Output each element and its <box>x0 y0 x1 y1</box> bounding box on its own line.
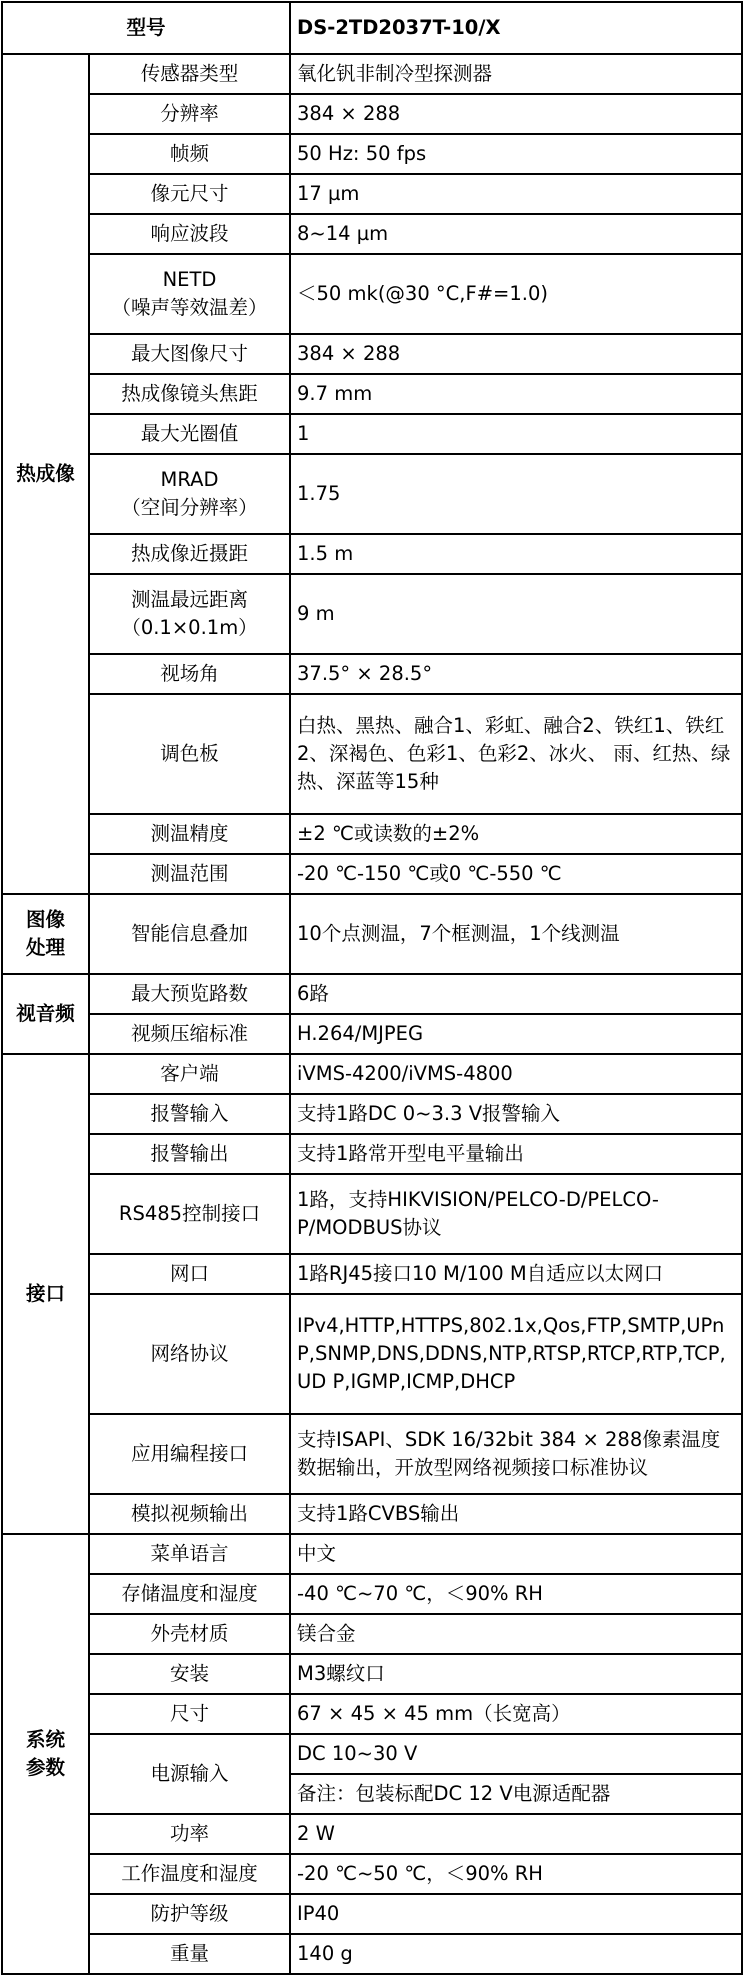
row-value: 384 × 288 <box>290 94 742 134</box>
row-label: 最大预览路数 <box>89 974 290 1014</box>
row-label: 帧频 <box>89 134 290 174</box>
row-label: 视频压缩标准 <box>89 1014 290 1054</box>
row-value: 支持ISAPI、SDK 16/32bit 384 × 288像素温度数据输出，开放型网络视频接口标准协议 <box>290 1414 742 1494</box>
row-label: 分辨率 <box>89 94 290 134</box>
row-label: 调色板 <box>89 694 290 814</box>
row-label: 测温范围 <box>89 854 290 894</box>
row-label: 智能信息叠加 <box>89 894 290 974</box>
row-value: 2 W <box>290 1814 742 1854</box>
row-value: 140 g <box>290 1934 742 1974</box>
table-row <box>2 1534 742 1574</box>
table-row <box>2 414 742 454</box>
row-value: 1路，支持HIKVISION/PELCO-D/PELCO-P/MODBUS协议 <box>290 1174 742 1254</box>
spec-table <box>1 1 743 1975</box>
row-label: 防护等级 <box>89 1894 290 1934</box>
row-value: -40 ℃~70 ℃，＜90% RH <box>290 1574 742 1614</box>
header-row <box>2 2 742 54</box>
row-value: H.264/MJPEG <box>290 1014 742 1054</box>
row-value: 氧化钒非制冷型探测器 <box>290 54 742 94</box>
row-label: 网络协议 <box>89 1294 290 1414</box>
row-label: 热成像近摄距 <box>89 534 290 574</box>
row-value: 8~14 µm <box>290 214 742 254</box>
row-label: 菜单语言 <box>89 1534 290 1574</box>
row-label: 应用编程接口 <box>89 1414 290 1494</box>
table-row <box>2 1814 742 1854</box>
row-label: 尺寸 <box>89 1694 290 1734</box>
row-value: 1 <box>290 414 742 454</box>
row-value: iVMS-4200/iVMS-4800 <box>290 1054 742 1094</box>
table-row <box>2 1574 742 1614</box>
row-label: MRAD （空间分辨率） <box>89 454 290 534</box>
table-row <box>2 1654 742 1694</box>
table-row <box>2 254 742 334</box>
table-row <box>2 854 742 894</box>
row-label: 电源输入 <box>89 1734 290 1814</box>
row-label: 功率 <box>89 1814 290 1854</box>
row-label: 报警输入 <box>89 1094 290 1134</box>
row-value: -20 ℃-150 ℃或0 ℃-550 ℃ <box>290 854 742 894</box>
row-value: 9 m <box>290 574 742 654</box>
category-system: 系统 参数 <box>2 1534 89 1974</box>
table-row <box>2 1014 742 1054</box>
row-note: 备注：包装标配DC 12 V电源适配器 <box>290 1774 742 1814</box>
category-thermal: 热成像 <box>2 54 89 894</box>
table-row <box>2 1094 742 1134</box>
table-row <box>2 974 742 1014</box>
row-label: 最大图像尺寸 <box>89 334 290 374</box>
table-row <box>2 454 742 534</box>
row-label: NETD （噪声等效温差） <box>89 254 290 334</box>
row-value: 9.7 mm <box>290 374 742 414</box>
row-value: 支持1路DC 0~3.3 V报警输入 <box>290 1094 742 1134</box>
table-row <box>2 334 742 374</box>
row-label: 传感器类型 <box>89 54 290 94</box>
category-imaging: 图像 处理 <box>2 894 89 974</box>
row-label: 外壳材质 <box>89 1614 290 1654</box>
table-row <box>2 1894 742 1934</box>
row-label: 存储温度和湿度 <box>89 1574 290 1614</box>
table-row <box>2 1934 742 1974</box>
row-label: 模拟视频输出 <box>89 1494 290 1534</box>
row-value: 50 Hz: 50 fps <box>290 134 742 174</box>
row-label: 报警输出 <box>89 1134 290 1174</box>
row-value: 17 µm <box>290 174 742 214</box>
row-value: 中文 <box>290 1534 742 1574</box>
table-row <box>2 1414 742 1494</box>
row-value: 384 × 288 <box>290 334 742 374</box>
table-row <box>2 54 742 94</box>
table-row <box>2 1254 742 1294</box>
row-value: -20 ℃~50 ℃，＜90% RH <box>290 1854 742 1894</box>
row-label: 测温最远距离 （0.1×0.1m） <box>89 574 290 654</box>
model-value: DS-2TD2037T-10/X <box>290 2 742 54</box>
table-row <box>2 814 742 854</box>
row-label: 响应波段 <box>89 214 290 254</box>
row-value: 1.5 m <box>290 534 742 574</box>
row-value: DC 10~30 V <box>290 1734 742 1774</box>
table-row <box>2 534 742 574</box>
table-row <box>2 94 742 134</box>
row-value: 37.5° × 28.5° <box>290 654 742 694</box>
table-row <box>2 1494 742 1534</box>
row-label: 测温精度 <box>89 814 290 854</box>
row-value: 白热、黑热、融合1、彩虹、融合2、铁红1、铁红2、深褐色、色彩1、色彩2、冰火、 雨、红热、绿热、深蓝等15种 <box>290 694 742 814</box>
table-row <box>2 694 742 814</box>
table-row <box>2 214 742 254</box>
row-value: 支持1路CVBS输出 <box>290 1494 742 1534</box>
row-value: ±2 ℃或读数的±2% <box>290 814 742 854</box>
row-label: 安装 <box>89 1654 290 1694</box>
table-row <box>2 374 742 414</box>
row-label: 客户端 <box>89 1054 290 1094</box>
model-label: 型号 <box>2 2 290 54</box>
spec-sheet <box>1 1 741 1971</box>
table-row <box>2 1174 742 1254</box>
row-label: 像元尺寸 <box>89 174 290 214</box>
table-row <box>2 1734 742 1774</box>
table-row <box>2 134 742 174</box>
row-label: 热成像镜头焦距 <box>89 374 290 414</box>
row-label: 视场角 <box>89 654 290 694</box>
row-value: 1路RJ45接口10 M/100 M自适应以太网口 <box>290 1254 742 1294</box>
table-row <box>2 654 742 694</box>
table-row <box>2 1854 742 1894</box>
row-label: 最大光圈值 <box>89 414 290 454</box>
table-row <box>2 1694 742 1734</box>
table-row <box>2 894 742 974</box>
row-value: IPv4,HTTP,HTTPS,802.1x,Qos,FTP,SMTP,UPnP,SNMP,DNS,DDNS,NTP,RTSP,RTCP,RTP,TCP,UD P,IGMP,ICMP,DHCP <box>290 1294 742 1414</box>
row-value: 10个点测温，7个框测温，1个线测温 <box>290 894 742 974</box>
row-value: M3螺纹口 <box>290 1654 742 1694</box>
row-label: RS485控制接口 <box>89 1174 290 1254</box>
table-row <box>2 574 742 654</box>
row-label: 重量 <box>89 1934 290 1974</box>
table-row <box>2 174 742 214</box>
row-value: IP40 <box>290 1894 742 1934</box>
row-value: 支持1路常开型电平量输出 <box>290 1134 742 1174</box>
table-row <box>2 1054 742 1094</box>
row-value: ＜50 mk(@30 °C,F#=1.0) <box>290 254 742 334</box>
category-interface: 接口 <box>2 1054 89 1534</box>
row-value: 67 × 45 × 45 mm（长宽高） <box>290 1694 742 1734</box>
table-row <box>2 1294 742 1414</box>
row-value: 镁合金 <box>290 1614 742 1654</box>
category-av: 视音频 <box>2 974 89 1054</box>
table-row <box>2 1614 742 1654</box>
row-value: 1.75 <box>290 454 742 534</box>
table-row <box>2 1134 742 1174</box>
row-label: 网口 <box>89 1254 290 1294</box>
row-value: 6路 <box>290 974 742 1014</box>
row-label: 工作温度和湿度 <box>89 1854 290 1894</box>
